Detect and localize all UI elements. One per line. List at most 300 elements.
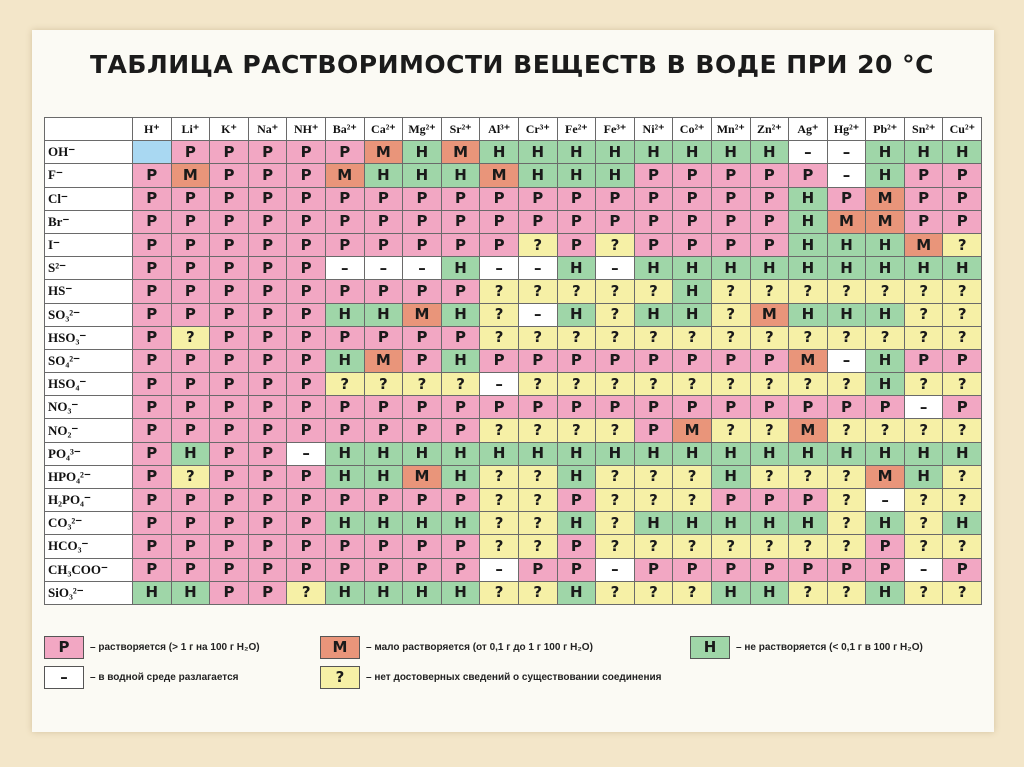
solubility-value: Р — [211, 236, 247, 255]
solubility-cell — [403, 210, 442, 233]
solubility-cell — [750, 558, 789, 581]
solubility-cell — [133, 210, 172, 233]
solubility-cell — [673, 280, 712, 303]
solubility-cell — [827, 187, 866, 210]
solubility-value: – — [495, 560, 503, 579]
solubility-cell — [171, 349, 210, 372]
solubility-cell — [210, 581, 249, 604]
solubility-value: Н — [944, 143, 980, 162]
solubility-value: Н — [713, 583, 749, 602]
solubility-value: Р — [636, 166, 672, 185]
solubility-cell — [904, 373, 943, 396]
solubility-cell — [480, 141, 519, 164]
solubility-value: ? — [944, 467, 980, 486]
solubility-cell — [403, 465, 442, 488]
solubility-value: ? — [906, 514, 942, 533]
solubility-value: Р — [713, 166, 749, 185]
cation-header: Sr²⁺ — [441, 118, 480, 141]
solubility-cell — [480, 442, 519, 465]
solubility-value: Р — [288, 398, 324, 417]
solubility-value: Н — [790, 259, 826, 278]
solubility-value: Р — [366, 491, 402, 510]
solubility-value: ? — [597, 514, 633, 533]
solubility-value: ? — [906, 375, 942, 394]
solubility-cell — [403, 326, 442, 349]
solubility-value: Р — [404, 560, 440, 579]
solubility-value: Р — [173, 398, 209, 417]
solubility-value: ? — [327, 375, 363, 394]
solubility-cell — [248, 581, 287, 604]
solubility-cell — [827, 442, 866, 465]
solubility-cell — [133, 164, 172, 187]
solubility-cell — [441, 512, 480, 535]
solubility-value: Р — [250, 537, 286, 556]
solubility-value: ? — [597, 537, 633, 556]
table-row — [45, 326, 982, 349]
solubility-cell — [711, 442, 750, 465]
solubility-cell — [171, 512, 210, 535]
solubility-cell — [827, 326, 866, 349]
solubility-cell — [673, 396, 712, 419]
solubility-cell — [634, 210, 673, 233]
solubility-value: – — [842, 351, 851, 370]
solubility-cell — [866, 535, 905, 558]
solubility-cell — [711, 210, 750, 233]
solubility-value: Н — [327, 351, 363, 370]
solubility-value: Р — [134, 491, 170, 510]
solubility-value: ? — [829, 282, 865, 301]
solubility-cell — [827, 489, 866, 512]
solubility-cell — [789, 164, 828, 187]
solubility-cell — [403, 164, 442, 187]
solubility-cell — [287, 465, 326, 488]
solubility-cell — [133, 558, 172, 581]
solubility-value: Р — [481, 189, 517, 208]
solubility-value: ? — [520, 467, 556, 486]
solubility-cell — [789, 280, 828, 303]
anion-label: SO₃²⁻ — [45, 303, 133, 326]
solubility-cell — [480, 326, 519, 349]
solubility-value: ? — [944, 491, 980, 510]
solubility-value: ? — [829, 537, 865, 556]
solubility-value: ? — [713, 282, 749, 301]
solubility-cell — [518, 535, 557, 558]
solubility-value: Р — [327, 421, 363, 440]
solubility-value: Р — [211, 166, 247, 185]
page-title: ТАБЛИЦА РАСТВОРИМОСТИ ВЕЩЕСТВ В ВОДЕ ПРИ 20 °С — [89, 50, 934, 79]
solubility-value: Р — [134, 328, 170, 347]
solubility-cell — [750, 280, 789, 303]
solubility-value: ? — [752, 537, 788, 556]
solubility-value: Р — [520, 560, 556, 579]
solubility-cell — [557, 373, 596, 396]
solubility-cell — [750, 373, 789, 396]
solubility-value: Н — [443, 351, 479, 370]
solubility-cell — [441, 558, 480, 581]
solubility-cell — [248, 141, 287, 164]
solubility-cell — [518, 442, 557, 465]
solubility-value: – — [919, 560, 928, 579]
solubility-cell — [750, 187, 789, 210]
solubility-cell — [518, 141, 557, 164]
solubility-value: Р — [366, 189, 402, 208]
cation-header: Sn²⁺ — [904, 118, 943, 141]
solubility-value: Н — [559, 467, 595, 486]
solubility-value: Р — [327, 236, 363, 255]
solubility-cell — [171, 535, 210, 558]
solubility-value: Р — [173, 537, 209, 556]
solubility-value: Н — [906, 444, 942, 463]
table-row — [45, 164, 982, 187]
solubility-cell — [287, 512, 326, 535]
solubility-value: Р — [327, 282, 363, 301]
solubility-value: Р — [288, 375, 324, 394]
legend-text-slightly-soluble: – мало растворяется (от 0,1 г до 1 г 100 г H₂O) — [366, 642, 593, 653]
solubility-value: ? — [867, 328, 903, 347]
solubility-value: Р — [366, 236, 402, 255]
solubility-value: Р — [327, 328, 363, 347]
solubility-value: Н — [559, 444, 595, 463]
solubility-value: Н — [829, 236, 865, 255]
solubility-cell — [750, 326, 789, 349]
solubility-cell — [711, 465, 750, 488]
solubility-value: ? — [520, 375, 556, 394]
solubility-cell — [403, 396, 442, 419]
solubility-cell — [943, 303, 982, 326]
solubility-value: Р — [906, 166, 942, 185]
solubility-cell — [480, 535, 519, 558]
solubility-value: Р — [288, 351, 324, 370]
solubility-cell — [557, 303, 596, 326]
solubility-cell — [673, 233, 712, 256]
solubility-value: Н — [906, 143, 942, 162]
solubility-value: Р — [134, 166, 170, 185]
solubility-cell — [171, 141, 210, 164]
legend-item-decomposes — [44, 666, 238, 689]
solubility-cell — [287, 581, 326, 604]
solubility-value: Н — [327, 467, 363, 486]
solubility-cell — [210, 558, 249, 581]
solubility-value: Р — [211, 305, 247, 324]
solubility-cell — [827, 303, 866, 326]
solubility-cell — [557, 187, 596, 210]
solubility-cell — [557, 396, 596, 419]
solubility-cell — [750, 512, 789, 535]
solubility-cell — [789, 326, 828, 349]
solubility-value: Р — [404, 328, 440, 347]
solubility-value: Н — [366, 514, 402, 533]
solubility-value: Р — [944, 351, 980, 370]
solubility-cell — [789, 233, 828, 256]
solubility-cell — [673, 210, 712, 233]
solubility-value: ? — [867, 421, 903, 440]
solubility-cell — [943, 210, 982, 233]
solubility-cell — [673, 512, 712, 535]
solubility-value: Н — [443, 467, 479, 486]
solubility-cell — [133, 326, 172, 349]
solubility-cell — [480, 303, 519, 326]
solubility-cell — [518, 396, 557, 419]
solubility-cell — [287, 280, 326, 303]
solubility-cell — [634, 303, 673, 326]
table-row — [45, 187, 982, 210]
solubility-value: Р — [250, 305, 286, 324]
anion-label: Cl⁻ — [45, 187, 133, 210]
solubility-value: ? — [636, 467, 672, 486]
solubility-value: Н — [559, 305, 595, 324]
solubility-cell — [364, 489, 403, 512]
solubility-cell — [750, 303, 789, 326]
solubility-cell — [287, 233, 326, 256]
solubility-value: Р — [674, 560, 710, 579]
solubility-value: Р — [173, 375, 209, 394]
solubility-value: М — [327, 166, 363, 185]
solubility-cell — [711, 141, 750, 164]
solubility-cell — [557, 210, 596, 233]
solubility-cell — [904, 349, 943, 372]
solubility-value: Н — [867, 583, 903, 602]
solubility-cell — [480, 257, 519, 280]
solubility-value: ? — [752, 328, 788, 347]
solubility-value: ? — [790, 282, 826, 301]
solubility-value: Р — [288, 282, 324, 301]
legend-text-soluble: – растворяется (> 1 г на 100 г H₂O) — [90, 642, 260, 653]
solubility-value: Н — [443, 514, 479, 533]
solubility-value: Р — [944, 189, 980, 208]
solubility-value: Н — [559, 259, 595, 278]
solubility-value: Р — [173, 259, 209, 278]
table-row — [45, 349, 982, 372]
solubility-value: М — [481, 166, 517, 185]
solubility-value: – — [611, 560, 619, 579]
solubility-cell — [325, 465, 364, 488]
solubility-cell — [171, 303, 210, 326]
solubility-cell — [364, 512, 403, 535]
solubility-cell — [596, 210, 635, 233]
solubility-value: Р — [134, 305, 170, 324]
solubility-value: ? — [520, 421, 556, 440]
solubility-cell — [866, 164, 905, 187]
solubility-cell — [827, 512, 866, 535]
solubility-value: Р — [674, 212, 710, 231]
solubility-cell — [866, 373, 905, 396]
solubility-cell — [441, 326, 480, 349]
anion-label: HS⁻ — [45, 280, 133, 303]
solubility-value: Р — [211, 491, 247, 510]
solubility-cell — [943, 257, 982, 280]
solubility-value: М — [404, 305, 440, 324]
solubility-cell — [596, 373, 635, 396]
solubility-cell — [750, 535, 789, 558]
solubility-value: ? — [674, 583, 710, 602]
solubility-cell — [789, 512, 828, 535]
solubility-value: Р — [211, 328, 247, 347]
solubility-value: Р — [404, 282, 440, 301]
anion-label: CO₃²⁻ — [45, 512, 133, 535]
solubility-cell — [325, 233, 364, 256]
solubility-table-container — [44, 117, 982, 605]
solubility-cell — [441, 164, 480, 187]
solubility-value: ? — [481, 421, 517, 440]
solubility-value: Н — [520, 166, 556, 185]
solubility-cell — [789, 141, 828, 164]
solubility-cell — [133, 187, 172, 210]
solubility-cell — [287, 141, 326, 164]
solubility-value: ? — [481, 537, 517, 556]
cation-header: Ag⁺ — [789, 118, 828, 141]
solubility-value: ? — [944, 305, 980, 324]
solubility-cell — [673, 489, 712, 512]
solubility-cell — [325, 349, 364, 372]
solubility-cell — [827, 419, 866, 442]
solubility-cell — [480, 558, 519, 581]
solubility-cell — [133, 535, 172, 558]
solubility-value: Р — [404, 398, 440, 417]
solubility-value: ? — [597, 467, 633, 486]
solubility-value: ? — [481, 305, 517, 324]
solubility-value: ? — [790, 467, 826, 486]
anion-label: OH⁻ — [45, 141, 133, 164]
solubility-value: Н — [559, 143, 595, 162]
cation-header: Mg²⁺ — [403, 118, 442, 141]
solubility-value: Р — [134, 259, 170, 278]
solubility-cell — [866, 419, 905, 442]
solubility-value: Р — [674, 398, 710, 417]
solubility-cell — [904, 558, 943, 581]
cation-header: Ni²⁺ — [634, 118, 673, 141]
solubility-cell — [943, 558, 982, 581]
solubility-value: Н — [404, 166, 440, 185]
table-row — [45, 303, 982, 326]
solubility-cell — [904, 210, 943, 233]
solubility-cell — [364, 373, 403, 396]
solubility-value: ? — [906, 491, 942, 510]
solubility-cell — [634, 280, 673, 303]
solubility-cell — [866, 187, 905, 210]
solubility-value: ? — [790, 375, 826, 394]
cation-header: Ca²⁺ — [364, 118, 403, 141]
table-row — [45, 141, 982, 164]
solubility-value: Р — [327, 537, 363, 556]
solubility-value: Р — [713, 398, 749, 417]
solubility-cell — [325, 280, 364, 303]
solubility-value: Р — [636, 560, 672, 579]
solubility-value: ? — [944, 537, 980, 556]
solubility-value: Р — [288, 491, 324, 510]
solubility-value: ? — [559, 375, 595, 394]
solubility-cell — [325, 141, 364, 164]
solubility-cell — [827, 396, 866, 419]
solubility-value: Н — [906, 259, 942, 278]
solubility-value: Р — [443, 398, 479, 417]
solubility-value: – — [842, 142, 851, 161]
solubility-value: Р — [906, 212, 942, 231]
solubility-cell — [287, 210, 326, 233]
solubility-value: Р — [366, 328, 402, 347]
solubility-value: Н — [752, 444, 788, 463]
solubility-cell — [904, 326, 943, 349]
solubility-cell — [750, 210, 789, 233]
solubility-cell — [287, 164, 326, 187]
solubility-cell — [634, 257, 673, 280]
solubility-cell — [673, 373, 712, 396]
solubility-cell — [711, 489, 750, 512]
solubility-cell — [441, 373, 480, 396]
solubility-value: Р — [713, 189, 749, 208]
solubility-cell — [827, 210, 866, 233]
solubility-cell — [325, 326, 364, 349]
solubility-cell — [518, 280, 557, 303]
solubility-cell — [827, 280, 866, 303]
solubility-value: Н — [867, 375, 903, 394]
solubility-cell — [827, 535, 866, 558]
solubility-value: ? — [790, 328, 826, 347]
solubility-cell — [518, 465, 557, 488]
solubility-value: М — [173, 166, 209, 185]
solubility-cell — [904, 280, 943, 303]
solubility-cell — [711, 257, 750, 280]
solubility-value: Р — [134, 212, 170, 231]
solubility-value: Р — [134, 444, 170, 463]
solubility-cell — [943, 581, 982, 604]
solubility-value: Р — [173, 236, 209, 255]
solubility-cell — [634, 326, 673, 349]
anion-label: NO₃⁻ — [45, 396, 133, 419]
solubility-value: Р — [250, 328, 286, 347]
solubility-cell — [557, 465, 596, 488]
solubility-cell — [634, 512, 673, 535]
solubility-cell — [480, 512, 519, 535]
solubility-cell — [711, 373, 750, 396]
solubility-value: Р — [559, 398, 595, 417]
solubility-cell — [441, 141, 480, 164]
solubility-value: Р — [366, 537, 402, 556]
solubility-cell — [518, 489, 557, 512]
solubility-value: Р — [211, 259, 247, 278]
cation-header: Cr³⁺ — [518, 118, 557, 141]
solubility-value: Р — [944, 398, 980, 417]
solubility-cell — [596, 280, 635, 303]
solubility-value: Н — [404, 143, 440, 162]
solubility-cell — [827, 257, 866, 280]
solubility-cell — [403, 535, 442, 558]
solubility-cell — [403, 419, 442, 442]
solubility-value: Р — [250, 467, 286, 486]
legend-item-insoluble — [690, 636, 923, 659]
legend-swatch-soluble: Р — [44, 636, 84, 659]
solubility-value: ? — [597, 491, 633, 510]
solubility-value: М — [366, 351, 402, 370]
solubility-value: ? — [867, 282, 903, 301]
solubility-cell — [480, 396, 519, 419]
solubility-cell — [596, 164, 635, 187]
solubility-value: Н — [713, 143, 749, 162]
solubility-value: – — [533, 258, 542, 277]
solubility-cell — [866, 396, 905, 419]
solubility-cell — [557, 280, 596, 303]
solubility-value: – — [804, 142, 812, 161]
anion-label: HSO₃⁻ — [45, 326, 133, 349]
solubility-value: ? — [674, 375, 710, 394]
legend-text-unknown: – нет достоверных сведений о существовании соединения — [366, 672, 662, 683]
solubility-cell — [133, 349, 172, 372]
solubility-value: М — [867, 189, 903, 208]
solubility-cell — [403, 233, 442, 256]
solubility-value: Р — [636, 189, 672, 208]
solubility-cell — [943, 141, 982, 164]
solubility-cell — [634, 164, 673, 187]
anion-label: CH₃COO⁻ — [45, 558, 133, 581]
